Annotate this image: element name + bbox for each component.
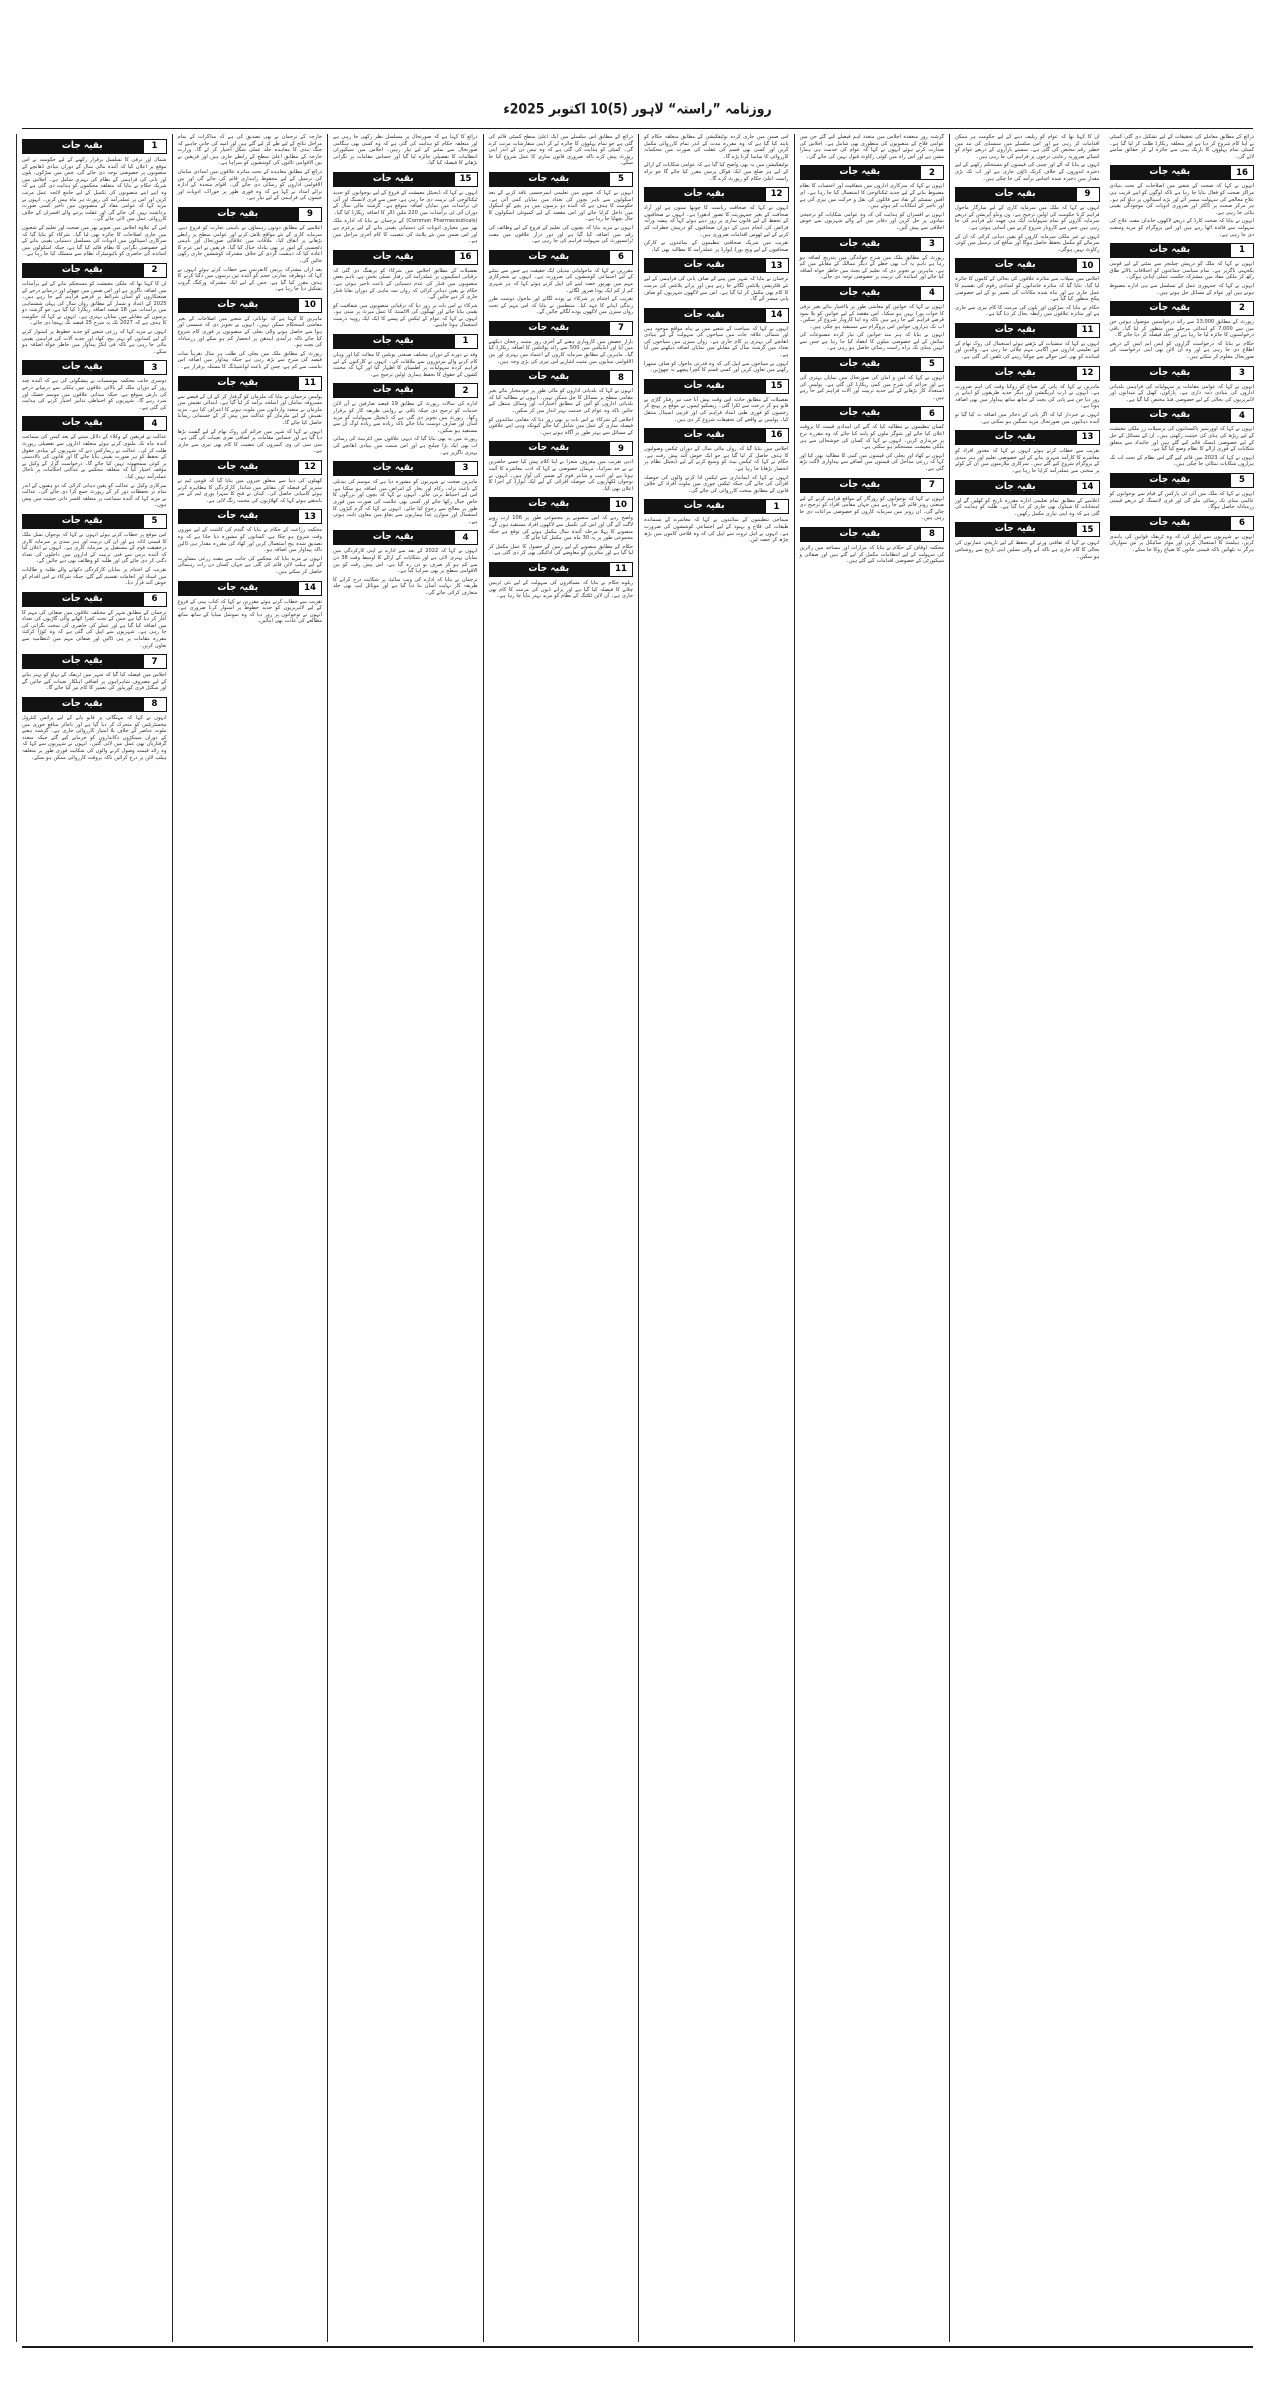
article-paragraph: انہوں نے کہا کہ نوجوانوں کو روزگار کے مواقع فراہم کرنے کے لیے صنعتی زونز قائم کیے جا رہے ہیں جہاں مقامی افراد کو ترجیح دی جائے گی۔ ان زونز میں سرمایہ کاروں کو خصوصی مراعات دی جا رہی ہیں۔ xyxy=(799,495,944,522)
section-header xyxy=(955,430,1100,445)
column xyxy=(794,134,950,2342)
section-title: بقیہ جات xyxy=(61,417,103,429)
article-paragraph: انہوں نے مزید بتایا کہ بچیوں کی تعلیم کے فروغ کے لیے وظائف کی رقم میں اضافہ کیا گیا ہے اور دور دراز علاقوں میں مفت ٹرانسپورٹ کی سہولت فراہم کی جا رہی ہے۔ xyxy=(488,224,633,245)
article-paragraph: ریلوے حکام نے بتایا کہ مسافروں کی سہولت کے لیے نئی ٹرینیں چلانے کا فیصلہ کیا گیا ہے اور پرانے ڈبوں کی مرمت کا کام بھی جاری ہے۔ آن لائن ٹکٹنگ کے نظام کو مزید بہتر بنایا جا رہا ہے۔ xyxy=(488,579,633,600)
article-paragraph: پولیس ترجمان نے بتایا کہ ملزمان کو گرفتار کر کے ان کے قبضے سے مسروقہ سامان اور اسلحہ برآمد کر لیا گیا ہے۔ ابتدائی تفتیش میں ملزمان نے متعدد وارداتوں میں ملوث ہونے کا اعتراف کیا ہے۔ مزید تفتیش کے لیے ملزمان کو عدالت میں پیش کر کے جسمانی ریمانڈ حاصل کیا جائے گا۔ xyxy=(177,393,322,426)
article-paragraph: حکام کے مطابق منصوبے کے لیے زمین کے حصول کا عمل مکمل کر لیا گیا ہے اور متاثرین کو معاوضے کی ادائیگی بھی کر دی گئی ہے۔ xyxy=(488,543,633,557)
section-number: 10 xyxy=(1076,258,1100,273)
article-paragraph: انہوں نے کہا کہ منشیات کے بڑھتے ہوئے استعمال کی روک تھام کے لیے تعلیمی اداروں میں آگاہی مہم چلائی جا رہی ہے۔ والدین اور اساتذہ کو بھی اس حوالے سے چوکنا رہنے کی تلقین کی گئی ہے۔ xyxy=(955,340,1100,361)
article-paragraph: رپورٹ میں یہ بھی بتایا گیا کہ دیہی علاقوں میں انٹرنیٹ کی رسائی اب بھی ایک بڑا چیلنج ہے اور اس سمت میں بنیادی ڈھانچے کی بہتری ناگزیر ہے۔ xyxy=(333,436,478,456)
section-header xyxy=(955,366,1100,381)
section-header xyxy=(1110,165,1255,180)
article-paragraph: سماجی تنظیموں کے نمائندوں نے کہا کہ معاشرے کے پسماندہ طبقات کی فلاح و بہبود کے لیے اجتماعی کوششوں کی ضرورت ہے۔ انہوں نے اہل ثروت سے اپیل کی کہ وہ فلاحی کاموں میں بڑھ چڑھ کر حصہ لیں۔ xyxy=(644,517,789,544)
article-paragraph: انہوں نے خبردار کیا کہ اگر پانی کے ذخائر میں اضافہ نہ کیا گیا تو آئندہ دہائیوں میں صورتحال مزید سنگین ہو سکتی ہے۔ xyxy=(955,412,1100,425)
article-paragraph: اجلاس میں فیصلہ کیا گیا کہ شہر میں ٹریفک کے بہاؤ کو بہتر بنانے کے لیے مصروف شاہراہوں پر اضافی اہلکار تعینات کیے جائیں گے اور سگنل فری کوریڈور کی تعمیر کا کام تیز کیا جائے گا۔ xyxy=(22,672,167,692)
section-title: بقیہ جات xyxy=(528,251,570,263)
article-paragraph: تفصیلات کے مطابق اجلاس میں شرکاء کو بریفنگ دی گئی کہ ترقیاتی اسکیموں پر عملدرآمد کی رفتار تسلی بخش ہے، تاہم بعض منصوبوں میں فنڈز کی عدم دستیابی کے باعث تاخیر ہوئی ہے۔ حکام نے یقین دہانی کرائی کہ رواں سہ ماہی کے دوران بقایا فنڈز جاری کر دیے جائیں گے۔ xyxy=(333,267,478,301)
section-header xyxy=(333,461,478,476)
section-title: بقیہ جات xyxy=(217,461,259,473)
article-paragraph: حکام نے بتایا کہ درخواست گزاروں کو ایس ایم ایس کے ذریعے اطلاع دی جا رہی ہے اور وہ آن لائن بھی اپنی درخواست کی صورتحال معلوم کر سکتے ہیں۔ xyxy=(1109,340,1254,361)
section-title: بقیہ جات xyxy=(217,377,259,389)
article-paragraph: اجلاس کے شرکاء نے اس بات پر بھی زور دیا کہ مقامی نمائندوں کو فیصلہ سازی کے عمل میں شامل کیا جائے کیونکہ وہی اپنے علاقوں کے مسائل سے بہتر طور پر آگاہ ہوتے ہیں۔ xyxy=(488,416,633,436)
section-title: بقیہ جات xyxy=(372,531,414,543)
section-title: بقیہ جات xyxy=(683,259,725,271)
section-title: بقیہ جات xyxy=(61,515,103,527)
section-number: 11 xyxy=(1076,323,1100,338)
section-title: بقیہ جات xyxy=(994,431,1036,443)
section-header xyxy=(800,237,945,252)
section-header xyxy=(22,697,167,712)
section-number: 8 xyxy=(609,370,633,385)
article-paragraph: اجلاس میں سیلاب سے متاثرہ علاقوں کی بحالی کے کاموں کا جائزہ لیا گیا۔ بتایا گیا کہ متاثرہ خاندانوں کو امدادی رقوم کی تقسیم کا عمل جاری ہے اور تباہ شدہ مکانات کی تعمیر نو کے لیے خصوصی پیکج منظور کیا گیا ہے۔ xyxy=(955,276,1100,303)
article-paragraph: انہوں نے غیر ملکی سرمایہ کاروں کو یقین دہانی کرائی کہ ان کے سرمائے کو مکمل تحفظ حاصل ہوگا اور منافع کی ترسیل میں کوئی رکاوٹ نہیں ہوگی۔ xyxy=(955,233,1100,253)
article-paragraph: انہوں نے افسران کو ہدایت کی کہ وہ عوامی شکایات کو ترجیحی بنیادوں پر حل کریں اور دفاتر میں آنے والے شہریوں سے خوش اخلاقی سے پیش آئیں۔ xyxy=(799,211,944,231)
article-paragraph: نوٹیفکیشن میں یہ بھی واضح کیا گیا ہے کہ عوامی شکایات کے ازالے کے لیے ہر ضلع میں ایک فوکل پرسن مقرر کیا جائے گا جو براہ راست اعلیٰ حکام کو رپورٹ کرے گا۔ xyxy=(644,162,789,182)
section-header xyxy=(178,298,323,313)
section-header xyxy=(955,522,1100,537)
section-number: 14 xyxy=(765,308,789,323)
section-title: بقیہ جات xyxy=(217,510,259,522)
section-header xyxy=(333,172,478,187)
article-paragraph: انہوں نے کہا کہ سرکاری اداروں میں شفافیت اور احتساب کا نظام مضبوط بنانے کے لیے جدید ٹیکنالوجی کا استعمال کیا جا رہا ہے۔ ای آفس سسٹم کے نفاذ سے فائلوں کی نقل و حرکت میں تیزی آئی ہے اور تاخیر کے امکانات کم ہوئے ہیں۔ xyxy=(799,183,944,210)
section-header xyxy=(489,250,634,265)
section-title: بقیہ جات xyxy=(1149,367,1191,379)
article-paragraph: انہوں نے کہا کہ اوورسیز پاکستانیوں کی ترسیلات زر ملکی معیشت کے لیے ریڑھ کی ہڈی کی حیثیت رکھتی ہیں۔ ان کے مسائل کے حل کے لیے خصوصی ڈیسک قائم کیے گئے ہیں اور جائیداد سے متعلق شکایات کے فوری ازالے کا نظام وضع کیا گیا ہے۔ xyxy=(1109,426,1254,453)
article-paragraph: عدالت نے فریقین کے وکلاء کے دلائل سننے کے بعد کیس کی سماعت آئندہ ماہ تک ملتوی کرتے ہوئے متعلقہ اداروں سے تفصیلی رپورٹ طلب کر لی۔ عدالت نے ریمارکس دیے کہ شہریوں کے بنیادی حقوق کے تحفظ کو ہر صورت یقینی بنایا جائے گا اور قانون کی بالادستی پر کوئی سمجھوتہ نہیں کیا جائے گا۔ درخواست گزار کے وکیل نے مؤقف اختیار کیا کہ متعلقہ محکمے نے عدالتی احکامات پر تاحال عملدرآمد نہیں کیا۔ xyxy=(22,434,167,480)
section-number: 3 xyxy=(920,237,944,252)
section-title: بقیہ جات xyxy=(994,523,1036,535)
article-paragraph: انہوں نے کہا کہ ایمانداری سے ٹیکس ادا کرنے والوں کی حوصلہ افزائی کی جائے گی جبکہ ٹیکس چوری میں ملوث افراد کے خلاف قانون کے مطابق سخت کارروائی کی جائے گی۔ xyxy=(644,474,789,494)
article-paragraph: انہوں نے کہا کہ ملک میں سرمایہ کاری کے لیے سازگار ماحول فراہم کرنا حکومت کی اولین ترجیح ہے۔ ون ونڈو آپریشن کے ذریعے سرمایہ کاروں کو تمام سہولیات ایک ہی چھت تلے فراہم کی جا رہی ہیں جس سے کاروبار شروع کرنے میں آسانی ہوئی ہے۔ xyxy=(955,205,1100,231)
article-paragraph: انہوں نے کہا کہ ڈیجیٹل معیشت کے فروغ کے لیے نوجوانوں کو جدید ٹیکنالوجی کی تربیت دی جا رہی ہے، جس سے فری لانسنگ اور آئی ٹی برآمدات میں نمایاں اضافہ متوقع ہے۔ گزشتہ مالی سال کے دوران آئی ٹی برآمدات میں 220 ملین ڈالر کا اضافہ ریکارڈ کیا گیا۔ xyxy=(333,189,478,216)
section-header xyxy=(22,592,167,607)
article-paragraph: ذرائع کے مطابق معاملے کی تحقیقات کے لیے تشکیل دی گئی کمیٹی نے اپنا کام شروع کر دیا ہے اور متعلقہ ریکارڈ طلب کر لیا گیا ہے۔ کمیٹی تمام پہلوؤں کا باریک بینی سے جائزہ لے کر حقائق سامنے لائے گی۔ xyxy=(1109,134,1254,160)
section-header xyxy=(800,527,945,542)
section-header xyxy=(1110,516,1255,531)
article-paragraph: رپورٹ کے مطابق ملک میں بجلی کی طلب ہر سال تقریباً سات فیصد کی شرح سے بڑھ رہی ہے جبکہ پیداوار میں اضافہ اس تناسب سے کم ہے، جس کے باعث لوڈشیڈنگ کا مسئلہ برقرار ہے۔ xyxy=(177,350,322,371)
section-title: بقیہ جات xyxy=(528,322,570,334)
section-title: بقیہ جات xyxy=(1149,517,1191,529)
article-paragraph: انہوں نے بتایا کہ آٹے اور چینی کی قیمتوں کو مستحکم رکھنے کے لیے ذخیرہ اندوزوں کے خلاف کریک ڈاؤن جاری ہے اور اب تک بڑی مقدار میں ذخیرہ شدہ اجناس برآمد کی جا چکی ہیں۔ xyxy=(955,162,1100,182)
section-header xyxy=(644,258,789,273)
article-paragraph: ادبی تقریب میں معروف شعرا نے اپنا کلام پیش کیا جسے حاضرین نے بے حد سراہا۔ مہمان خصوصی نے کہا کہ ادب معاشرے کا آئینہ ہوتا ہے اور ادیب و شاعر قوم کے ضمیر کی آواز ہیں۔ انہوں نے نوجوان لکھاریوں کی حوصلہ افزائی کے لیے ایک ایوارڈ کے اجرا کا اعلان بھی کیا۔ xyxy=(488,459,633,492)
column xyxy=(638,134,794,2342)
section-title: بقیہ جات xyxy=(839,287,881,299)
section-title: بقیہ جات xyxy=(372,462,414,474)
section-header xyxy=(644,499,789,514)
article-paragraph: انہوں نے مزید کہا کہ زرعی شعبے کو جدید خطوط پر استوار کرنے کے لیے کسانوں کو بہتر بیج، کھاد اور جدید آلات کی فراہمی یقینی بنائی جا رہی ہے تاکہ فی ایکڑ پیداوار میں خاطر خواہ اضافہ ہو سکے۔ xyxy=(22,329,167,355)
section-title: بقیہ جات xyxy=(994,481,1036,493)
section-number: 4 xyxy=(143,416,167,431)
section-number: 13 xyxy=(298,509,322,524)
section-header xyxy=(1110,408,1255,423)
section-header xyxy=(955,323,1100,338)
article-paragraph: اس کے علاوہ اجلاس میں صوبے بھر میں صحت اور تعلیم کے شعبوں میں جاری اصلاحات کا جائزہ بھی لیا گیا۔ شرکاء کو بتایا گیا کہ سرکاری اسپتالوں میں ادویات کی مسلسل دستیابی یقینی بنانے کے لیے خصوصی نگرانی کا نظام قائم کیا گیا ہے، جبکہ اسکولوں میں اساتذہ کی حاضری کو بائیومیٹرک نظام سے منسلک کیا جا رہا ہے۔ xyxy=(22,224,167,258)
section-number: 6 xyxy=(609,250,633,265)
section-title: بقیہ جات xyxy=(1149,244,1191,256)
section-number: 9 xyxy=(1076,187,1100,202)
article-paragraph: انہوں نے بتایا کہ صحت کارڈ کے ذریعے لاکھوں خاندان مفت علاج کی سہولت سے فائدہ اٹھا رہے ہیں اور اس پروگرام کو مزید وسعت دی جا رہی ہے۔ xyxy=(1109,218,1254,238)
section-header xyxy=(178,207,323,222)
section-number: 1 xyxy=(143,139,167,154)
section-header xyxy=(1110,366,1255,381)
masthead xyxy=(0,98,1275,120)
section-number: 12 xyxy=(1076,366,1100,381)
section-title: بقیہ جات xyxy=(217,299,259,311)
section-header xyxy=(22,263,167,278)
article-paragraph: ماہرین نے کہا کہ پانی کے ضیاع کو روکنا وقت کی اہم ضرورت ہے۔ انہوں نے ڈرپ ایریگیشن اور دیگر جدید طریقوں کو اپنانے پر زور دیا جن سے پانی کی بچت کے ساتھ ساتھ پیداوار میں بھی اضافہ ہوتا ہے۔ xyxy=(955,383,1100,410)
section-header xyxy=(800,406,945,421)
article-paragraph: اس موقع پر خطاب کرتے ہوئے انہوں نے کہا کہ نوجوان نسل ملک کا قیمتی اثاثہ ہے اور ان کی تربیت اور ہنر مندی پر سرمایہ کاری درحقیقت قوم کے مستقبل پر سرمایہ کاری ہے۔ انہوں نے اعلان کیا کہ آئندہ برس سے فنی تربیت کے اداروں میں داخلوں کی تعداد دگنی کر دی جائے گی اور طلبہ کو وظائف بھی دیے جائیں گے۔ xyxy=(22,531,167,565)
section-header xyxy=(1110,243,1255,258)
article-paragraph: انہوں نے کہا کہ 2023 میں قائم کیے گئے اس نظام کے تحت اب تک ہزاروں شکایات نمٹائی جا چکی ہیں۔ xyxy=(1109,454,1254,468)
section-title: بقیہ جات xyxy=(683,500,725,512)
article-paragraph: سرکاری وکیل نے عدالت کو یقین دہانی کرائی کہ دو ہفتوں کے اندر تمام تر تحفظات دور کر کے رپورٹ جمع کرا دی جائے گی۔ عدالت نے مزید کہا کہ آئندہ سماعت پر متعلقہ افسر ذاتی حیثیت میں پیش ہوں۔ xyxy=(22,482,167,509)
article-paragraph: انہوں نے کہا کہ صوبے میں تعلیمی ایمرجنسی نافذ کرنے کے بعد اسکولوں سے باہر بچوں کی تعداد میں نمایاں کمی آئی ہے۔ حکومت کا ہدف ہے کہ آئندہ دو برسوں میں ہر بچے کو اسکول میں داخل کرایا جائے اور اس مقصد کے لیے کمیونٹی اسکولوں کا جال بچھایا جا رہا ہے۔ xyxy=(488,189,633,223)
section-number: 5 xyxy=(609,172,633,187)
article-paragraph: کھیلوں کی دنیا سے متعلق خبروں میں بتایا گیا کہ قومی ٹیم نے سیریز کے فیصلہ کن مقابلے میں شاندار کارکردگی کا مظاہرہ کرتے ہوئے کامیابی حاصل کی۔ کپتان نے فتح کا سہرا پوری ٹیم کے سر باندھتے ہوئے کہا کہ کھلاڑیوں کی محنت رنگ لائی ہے۔ xyxy=(177,477,322,504)
section-number: 5 xyxy=(1230,473,1254,488)
article-paragraph: انہوں نے کہا کہ جمہوری عمل کے تسلسل سے ہی ادارے مضبوط ہوتے ہیں اور عوام کے مسائل حل ہوتے ہیں۔ xyxy=(1109,282,1254,296)
article-paragraph: اس ضمن میں جاری کردہ نوٹیفکیشن کے مطابق متعلقہ حکام کو پابند کیا گیا ہے کہ وہ مقررہ مدت کے اندر تمام کارروائی مکمل کریں اور کسی بھی قسم کی غفلت کی صورت میں محکمانہ کارروائی کا سامنا کرنا پڑے گا۔ xyxy=(644,134,789,160)
section-number: 7 xyxy=(609,321,633,336)
article-paragraph: اجلاس میں بتایا گیا کہ رواں مالی سال کے دوران ٹیکس وصولیوں کا ہدف حاصل کر لیا گیا ہے جو ایک خوش آئند پیش رفت ہے۔ حکام نے کہا کہ ٹیکس نیٹ کو وسیع کرنے کے لیے ڈیجیٹل نظام پر انحصار بڑھایا جا رہا ہے۔ xyxy=(644,446,789,472)
article-paragraph: خارجہ کے ترجمان نے بھی تصدیق کی ہے کہ مذاکرات کے تمام مراحل نتائج کے لیے طے کر لیے گئے ہیں اور امید کی جانی چاہیے کہ جنگ بندی کا معاہدہ جلد عملی شکل اختیار کر لے گا۔ وزارت خارجہ کے مطابق اعلیٰ سطح کے رابطے جاری ہیں اور فریقین نے بین الاقوامی ثالثوں کی کوششوں کو سراہا ہے۔ xyxy=(177,134,322,167)
section-title: بقیہ جات xyxy=(61,264,103,276)
section-number: 9 xyxy=(609,441,633,456)
section-number: 2 xyxy=(1230,301,1254,316)
column xyxy=(327,134,483,2342)
section-title: بقیہ جات xyxy=(528,371,570,383)
column xyxy=(483,134,639,2342)
section-header xyxy=(489,441,634,456)
section-header xyxy=(955,480,1100,495)
section-header xyxy=(800,165,945,180)
section-number: 4 xyxy=(1230,408,1254,423)
article-paragraph: انہوں نے مزید بتایا کہ محکمے کی جانب سے مفت زرعی مشاورت کے لیے ہیلپ لائن قائم کی گئی ہے جہاں کسان دن رات رہنمائی حاصل کر سکتے ہیں۔ xyxy=(177,555,322,575)
article-paragraph: ماہرین کا کہنا ہے کہ توانائی کے شعبے میں اصلاحات کے بغیر معاشی استحکام ممکن نہیں۔ انہوں نے تجویز دی کہ شمسی اور ہوا سے حاصل ہونے والی بجلی کے منصوبوں پر فوری کام شروع کیا جائے تاکہ درآمدی ایندھن پر انحصار کم ہو سکے اور زرمبادلہ کی بچت ہو۔ xyxy=(177,315,322,349)
article-paragraph: ترجمان کے مطابق شہر کے مختلف علاقوں میں صفائی کی مہم کا آغاز کر دیا گیا ہے جس کے تحت کچرا اٹھانے والی گاڑیوں کی تعداد میں اضافہ کیا گیا ہے اور عملے کی حاضری کی سخت نگرانی کی جا رہی ہے۔ شہریوں سے اپیل کی گئی ہے کہ وہ کوڑا کرکٹ مقررہ مقامات پر ہی ڈالیں اور صفائی مہم میں انتظامیہ سے تعاون کریں۔ xyxy=(22,609,167,649)
article-paragraph: شرکاء نے اس بات پر زور دیا کہ ترقیاتی منصوبوں میں شفافیت کو یقینی بنایا جائے اور ٹھیکوں کی الاٹمنٹ کا عمل میرٹ پر مبنی ہو۔ انہوں نے کہا کہ عوام کے ٹیکس کے پیسے کا ایک ایک روپیہ درست استعمال ہونا چاہیے۔ xyxy=(333,302,478,329)
section-title: بقیہ جات xyxy=(528,173,570,185)
section-header xyxy=(955,187,1100,202)
section-header xyxy=(178,509,323,524)
section-title: بقیہ جات xyxy=(528,563,570,575)
article-paragraph: ذرائع کا کہنا ہے کہ صورتحال پر مسلسل نظر رکھی جا رہی ہے اور متعلقہ حکام کو ہدایت کی گئی ہے کہ وہ کسی بھی ہنگامی صورتحال سے نمٹنے کے لیے تیار رہیں۔ اجلاس میں سیکیورٹی انتظامات کا تفصیلی جائزہ لیا گیا اور حساس مقامات پر نگرانی بڑھانے کا فیصلہ کیا گیا۔ xyxy=(333,134,478,167)
section-header xyxy=(1110,473,1255,488)
section-number: 16 xyxy=(1230,165,1254,180)
section-number: 7 xyxy=(920,478,944,493)
article-paragraph: انہوں نے کہا کہ شہر میں جرائم کی روک تھام کے لیے گشت بڑھا دیا گیا ہے اور حساس مقامات پر اضافی نفری تعینات کی گئی ہے۔ سی سی ٹی وی کیمروں کی تنصیب کا کام بھی تیزی سے جاری ہے۔ xyxy=(177,428,322,455)
section-header xyxy=(333,530,478,545)
article-paragraph: حکام نے بتایا کہ سڑکوں اور پلوں کی مرمت کا کام تیزی سے جاری ہے اور متاثرہ علاقوں میں رابطہ بحال کر دیا گیا ہے۔ xyxy=(955,304,1100,318)
section-title: بقیہ جات xyxy=(839,528,881,540)
article-paragraph: رپورٹ کے مطابق ملک میں شرح خواندگی میں بتدریج اضافہ ہو رہا ہے تاہم یہ اب بھی خطے کے دیگر ممالک کے مقابلے میں کم ہے۔ ماہرین نے تجویز دی کہ تعلیم کے بجٹ میں خاطر خواہ اضافہ کیا جائے اور اساتذہ کی تربیت پر خصوصی توجہ دی جائے۔ xyxy=(799,254,944,281)
section-title: بقیہ جات xyxy=(217,208,259,220)
article-paragraph: انہوں نے کہا کہ سیاحت کے شعبے میں بے پناہ مواقع موجود ہیں اور شمالی علاقہ جات میں سیاحوں کی سہولت کے لیے بنیادی ڈھانچے کی بہتری پر کام جاری ہے۔ رواں سیزن میں سیاحوں کی تعداد میں گزشتہ سال کے مقابلے میں نمایاں اضافہ دیکھنے میں آیا ہے۔ xyxy=(644,325,789,359)
article-paragraph: انہوں نے بتایا کہ ہنر مند خواتین کی تیار کردہ مصنوعات کی نمائش کے لیے خصوصی میلوں کا انعقاد کیا جا رہا ہے جس سے انہیں منڈی تک براہ راست رسائی حاصل ہو رہی ہے۔ xyxy=(799,332,944,352)
column xyxy=(949,134,1105,2342)
article-paragraph: (Common Pharmaceuticals) کے ترجمان نے بتایا کہ ادارہ ملک بھر میں معیاری ادویات کی دستیابی یقینی بنانے کے لیے پرعزم ہے اور اس ضمن میں نئے پلانٹ کی تنصیب کا کام آخری مراحل میں ہے۔ xyxy=(333,218,478,245)
section-title: بقیہ جات xyxy=(1149,166,1191,178)
section-title: بقیہ جات xyxy=(994,188,1036,200)
section-number: 8 xyxy=(920,527,944,542)
article-paragraph: تقریب سے خطاب کرتے ہوئے انہوں نے کہا کہ معذور افراد کو معاشرے کا کارآمد شہری بنانے کے لیے خصوصی تعلیم اور ہنر مندی کے پروگرام شروع کیے گئے ہیں۔ سرکاری ملازمتوں میں ان کے کوٹے پر سختی سے عملدرآمد کرایا جا رہا ہے۔ xyxy=(955,448,1100,474)
section-title: بقیہ جات xyxy=(372,335,414,347)
section-number: 10 xyxy=(609,497,633,512)
article-paragraph: تقریب کے اختتام پر نمایاں کارکردگی دکھانے والے طلبہ و طالبات میں اسناد اور انعامات تقسیم کیے گئے، جبکہ شرکاء نے اس اقدام کو خوش آئند قرار دیا۔ xyxy=(22,566,167,587)
section-title: بقیہ جات xyxy=(372,251,414,263)
section-title: بقیہ جات xyxy=(994,259,1036,271)
article-paragraph: محکمہ اوقاف کے حکام نے بتایا کہ مزارات اور مساجد میں زائرین کی سہولت کے لیے انتظامات مکمل کر لیے گئے ہیں اور صفائی و سیکیورٹی کے خصوصی اقدامات کیے گئے ہیں۔ xyxy=(799,544,944,565)
section-title: بقیہ جات xyxy=(994,367,1036,379)
column xyxy=(16,134,172,2342)
section-title: بقیہ جات xyxy=(839,166,881,178)
section-header xyxy=(644,308,789,323)
article-paragraph: انہوں نے سیاحوں سے اپیل کی کہ وہ قدرتی ماحول کو صاف ستھرا رکھنے میں تعاون کریں اور کسی قسم کا کچرا پیچھے نہ چھوڑیں۔ xyxy=(644,360,789,374)
section-number: 3 xyxy=(1230,366,1254,381)
section-number: 12 xyxy=(298,460,322,475)
section-number: 2 xyxy=(454,383,478,398)
article-paragraph: انہوں نے کہا کہ بلدیاتی اداروں کو مالی طور پر خودمختار بنائے بغیر مقامی سطح پر مسائل کا حل ممکن نہیں۔ انہوں نے مطالبہ کیا کہ بلدیاتی اداروں کو آئین کے مطابق اختیارات اور وسائل منتقل کیے جائیں تاکہ وہ عوام کی خدمت بہتر انداز میں کر سکیں۔ xyxy=(488,388,633,415)
section-number: 13 xyxy=(765,258,789,273)
section-number: 16 xyxy=(765,428,789,443)
section-header xyxy=(489,321,634,336)
column-grid xyxy=(16,134,1259,2342)
section-number: 16 xyxy=(454,250,478,265)
article-paragraph: انہوں نے شہریوں سے اپیل کی کہ وہ ٹریفک قوانین کی پابندی کریں، ہیلمٹ کا استعمال کریں اور موٹر سائیکل پر تین سواریاں ہرگز نہ بٹھائیں تاکہ قیمتی جانوں کا ضیاع روکا جا سکے۔ xyxy=(1109,533,1254,553)
section-header xyxy=(800,286,945,301)
section-number: 14 xyxy=(1076,480,1100,495)
section-title: بقیہ جات xyxy=(839,407,881,419)
article-paragraph: انہوں نے کہا کہ ثقافتی ورثے کے تحفظ کے لیے تاریخی عمارتوں کی بحالی کا کام جاری ہے تاکہ آنے والی نسلیں اپنی تاریخ سے روشناس ہو سکیں۔ xyxy=(955,540,1100,560)
section-number: 13 xyxy=(1076,430,1100,445)
article-paragraph: وفد نے دورے کے دوران مختلف صنعتی یونٹس کا معائنہ کیا اور وہاں کام کرنے والے مزدوروں سے ملاقات کی۔ انہوں نے کارکنوں کے لیے فراہم کردہ سہولیات پر اطمینان کا اظہار کیا اور کہا کہ محنت کشوں کے حقوق کا تحفظ ہماری اولین ترجیح ہے۔ xyxy=(333,352,478,378)
article-paragraph: ذرائع کے مطابق معاہدے کے تحت متاثرہ علاقوں میں امدادی سامان کی ترسیل کے لیے محفوظ راہداری قائم کی جائے گی اور بین الاقوامی اداروں کو رسائی دی جائے گی۔ اقوام متحدہ کے ادارہ برائے امداد نے کہا ہے کہ وہ فوری طور پر خوراک، ادویات اور خیموں کی فراہمی کے لیے تیار ہے۔ xyxy=(177,168,322,202)
section-number: 15 xyxy=(765,379,789,394)
section-title: بقیہ جات xyxy=(994,324,1036,336)
section-title: بقیہ جات xyxy=(1149,474,1191,486)
section-header xyxy=(333,250,478,265)
column xyxy=(1105,134,1260,2342)
section-header xyxy=(22,654,167,669)
section-title: بقیہ جات xyxy=(1149,409,1191,421)
article-paragraph: تقریب کے اختتام پر شرکاء نے پودے لگائے اور ماحول دوست طرز زندگی اپنانے کا عہد کیا۔ منتظمین نے بتایا کہ اس مہم کے تحت رواں سیزن میں لاکھوں پودے لگائے جائیں گے۔ xyxy=(488,296,633,316)
section-number: 15 xyxy=(454,172,478,187)
column xyxy=(172,134,328,2342)
article-paragraph: ترجمان نے بتایا کہ ادارے کی ویب سائٹ پر شکایت درج کرانے کا طریقہ کار نہایت آسان بنا دیا گیا ہے اور موبائل ایپ بھی جلد متعارف کرائی جائے گی۔ xyxy=(333,576,478,596)
section-number: 9 xyxy=(298,207,322,222)
article-paragraph: تقریب سے خطاب کرتے ہوئے مقررین نے کہا کہ کتاب بینی کے فروغ کے لیے لائبریریوں کو جدید خطوط پر استوار کرنا ضروری ہے۔ انہوں نے نوجوانوں پر زور دیا کہ وہ سوشل میڈیا کے ساتھ ساتھ مطالعے کی عادت بھی اپنائیں۔ xyxy=(177,598,322,625)
article-paragraph: مقررین نے کہا کہ ماحولیاتی تبدیلی ایک حقیقت ہے جس سے نمٹنے کے لیے اجتماعی کوششوں کی ضرورت ہے۔ انہوں نے شجرکاری مہم میں بھرپور حصہ لینے کی اپیل کرتے ہوئے کہا کہ ہر شہری کم از کم ایک پودا ضرور لگائے۔ xyxy=(488,267,633,294)
section-title: بقیہ جات xyxy=(372,384,414,396)
article-paragraph: ترجمان نے بتایا کہ شہر میں پینے کے صاف پانی کی فراہمی کے لیے نئے فلٹریشن پلانٹس لگائے جا رہے ہیں اور پرانے پلانٹس کی مرمت کا کام بھی مکمل کر لیا گیا ہے۔ اس سے لاکھوں شہریوں کو صاف پانی میسر آئے گا۔ xyxy=(644,276,789,303)
section-title: بقیہ جات xyxy=(61,361,103,373)
section-header xyxy=(22,416,167,431)
article-paragraph: انہوں نے کہا کہ امن و امان کی صورتحال میں نمایاں بہتری آئی ہے اور جرائم کی شرح میں کمی ریکارڈ کی گئی ہے۔ پولیس کی استعداد کار بڑھانے کے لیے جدید تربیت اور آلات فراہم کیے جا رہے ہیں۔ xyxy=(799,375,944,401)
article-paragraph: ادارے کی سالانہ رپورٹ کے مطابق 19 فیصد صارفین نے آن لائن خدمات کو ترجیح دی جبکہ باقی نے روایتی طریقہ کار کو برقرار رکھا۔ رپورٹ میں تجویز دی گئی ہے کہ ڈیجیٹل سہولیات کو مزید آسان اور صارف دوست بنایا جائے تاکہ زیادہ سے زیادہ لوگ ان سے مستفید ہو سکیں۔ xyxy=(333,401,478,434)
section-number: 1 xyxy=(765,499,789,514)
section-title: بقیہ جات xyxy=(683,380,725,392)
section-title: بقیہ جات xyxy=(683,188,725,200)
section-header xyxy=(489,497,634,512)
section-title: بقیہ جات xyxy=(217,581,259,593)
section-number: 8 xyxy=(143,697,167,712)
section-number: 4 xyxy=(454,530,478,545)
article-paragraph: انہوں نے کہا کہ صحافت ریاست کا چوتھا ستون ہے اور آزاد صحافت کے بغیر جمہوریت کا تصور ادھورا ہے۔ انہوں نے صحافیوں کے تحفظ کے لیے قانون سازی پر زور دیتے ہوئے کہا کہ پیشہ ورانہ فرائض کی انجام دہی کے دوران صحافیوں کو درپیش خطرات کم کرنے کے لیے ٹھوس اقدامات ضروری ہیں۔ xyxy=(644,205,789,238)
section-number: 5 xyxy=(143,514,167,529)
article-paragraph: ان کا کہنا تھا کہ عوام کو ریلیف دینے کے لیے حکومت ہر ممکن اقدامات کر رہی ہے اور اس سلسلے میں سبسڈی کی مد میں خطیر رقم مختص کی گئی ہے۔ سستے بازاروں کے ذریعے عوام کو اشیائے ضروریہ رعایتی نرخوں پر فراہم کی جا رہی ہیں۔ xyxy=(955,134,1100,160)
section-number: 12 xyxy=(765,187,789,202)
section-title: بقیہ جات xyxy=(61,698,103,710)
article-paragraph: دوسری جانب محکمہ موسمیات نے پیشگوئی کی ہے کہ آئندہ چند روز کے دوران ملک کے بالائی علاقوں میں ہلکی سے درمیانے درجے کی بارش متوقع ہے، جبکہ میدانی علاقوں میں موسم خشک اور سرد رہے گا۔ شہریوں کو احتیاطی تدابیر اختیار کرنے کی ہدایت کی گئی ہے۔ xyxy=(22,378,167,411)
section-number: 11 xyxy=(298,376,322,391)
article-paragraph: اعلامیے کے مطابق دونوں رہنماؤں نے باہمی تجارت کو فروغ دینے، سرمایہ کاری کے نئے مواقع تلاش کرنے اور عوامی سطح پر رابطے بڑھانے پر اتفاق کیا۔ ملاقات میں علاقائی صورتحال اور باہمی دلچسپی کے امور پر بھی تبادلہ خیال کیا گیا۔ فریقین نے اس عزم کا اعادہ کیا کہ دہشت گردی کے خلاف مشترکہ کوششیں جاری رکھی جائیں گی۔ xyxy=(177,224,322,264)
section-number: 11 xyxy=(609,562,633,577)
section-title: بقیہ جات xyxy=(683,309,725,321)
section-header xyxy=(489,370,634,385)
article-paragraph: ماہرین صحت نے شہریوں کو مشورہ دیا ہے کہ موسم کی تبدیلی کے باعث نزلہ، زکام اور بخار کے امراض میں اضافہ ہو سکتا ہے، اس لیے احتیاط برتی جائے۔ انہوں نے کہا کہ بچوں اور بزرگوں کا خاص خیال رکھا جائے اور کسی بھی علامت کی صورت میں فوری طور پر معالج سے رجوع کیا جائے۔ انہوں نے کہا کہ گرم کپڑوں کا استعمال اور متوازن غذا بیماریوں سے بچاؤ میں معاون ثابت ہوتی ہے۔ xyxy=(333,479,478,525)
section-number: 1 xyxy=(454,334,478,349)
section-header xyxy=(333,334,478,349)
section-title: بقیہ جات xyxy=(839,479,881,491)
article-paragraph: بعد ازاں مشترکہ پریس کانفرنس سے خطاب کرتے ہوئے انہوں نے کہا کہ دوطرفہ تجارتی حجم کو آئندہ تین برسوں میں دگنا کرنے کا ہدف مقرر کیا گیا ہے، جس کے لیے ایک مشترکہ ورکنگ گروپ تشکیل دیا جا رہا ہے۔ xyxy=(177,266,322,293)
section-title: بقیہ جات xyxy=(61,140,103,152)
section-title: بقیہ جات xyxy=(528,442,570,454)
article-paragraph: اعلامیے کے مطابق تمام تعلیمی ادارے مقررہ تاریخ کو کھلیں گے اور امتحانات کا شیڈول بھی جاری کر دیا گیا ہے۔ طلبہ کو ہدایت کی گئی ہے کہ وہ اپنی تیاری مکمل رکھیں۔ xyxy=(955,497,1100,517)
section-number: 3 xyxy=(143,360,167,375)
section-number: 6 xyxy=(920,406,944,421)
section-title: بقیہ جات xyxy=(683,429,725,441)
section-title: بقیہ جات xyxy=(839,237,881,249)
section-title: بقیہ جات xyxy=(528,498,570,510)
section-title: بقیہ جات xyxy=(372,173,414,185)
article-paragraph: انہوں نے کہا کہ خواتین کو معاشی طور پر بااختیار بنائے بغیر ترقی کا خواب پورا نہیں ہو سکتا۔ اس مقصد کے لیے خواتین کو بلا سود قرضے فراہم کیے جا رہے ہیں تاکہ وہ اپنا کاروبار شروع کر سکیں۔ اب تک ہزاروں خواتین اس پروگرام سے مستفید ہو چکی ہیں۔ xyxy=(799,303,944,330)
article-paragraph: انہوں نے کہا کہ عوامی مقامات پر سہولیات کی فراہمی بلدیاتی اداروں کی بنیادی ذمہ داری ہے۔ پارکوں، کھیل کے میدانوں اور لائبریریوں کی بحالی کے لیے خصوصی فنڈ مختص کیا گیا ہے۔ xyxy=(1109,383,1254,403)
section-header xyxy=(178,460,323,475)
section-title: بقیہ جات xyxy=(61,655,103,667)
article-paragraph: ذرائع کے مطابق اس سلسلے میں ایک اعلیٰ سطح کمیٹی قائم کی گئی ہے جو تمام پہلوؤں کا جائزہ لے کر اپنی سفارشات مرتب کرے گی۔ کمیٹی کو ہدایت کی گئی ہے کہ وہ تیس دن کے اندر اپنی رپورٹ پیش کرے تاکہ ضروری قانون سازی کا عمل شروع کیا جا سکے۔ xyxy=(488,134,633,167)
section-header xyxy=(955,258,1100,273)
article-paragraph: انہوں نے کہا کہ ملک میں آئی ٹی پارکس کے قیام سے نوجوانوں کو عالمی منڈی تک رسائی ملے گی اور فری لانسنگ کے ذریعے قیمتی زرمبادلہ حاصل ہوگا۔ xyxy=(1109,491,1254,511)
section-header xyxy=(1110,301,1255,316)
section-header xyxy=(489,172,634,187)
section-header xyxy=(489,562,634,577)
article-paragraph: تقریب میں شریک صحافتی تنظیموں کے نمائندوں نے کارکن صحافیوں کے لیے ویج بورڈ ایوارڈ پر عملدرآمد کا مطالبہ بھی کیا۔ xyxy=(644,240,789,253)
article-paragraph: انہوں نے کہا کہ 2022 کے بعد سے ادارے نے اپنی کارکردگی میں نمایاں بہتری لائی ہے اور شکایات کے ازالے کا اوسط وقت 38 دن سے کم ہو کر صرف نو دن رہ گیا ہے۔ اس پیش رفت کو بین الاقوامی سطح پر بھی سراہا گیا ہے۔ xyxy=(333,548,478,575)
section-header xyxy=(644,428,789,443)
section-number: 2 xyxy=(920,165,944,180)
article-paragraph: بازار حصص میں کاروباری ہفتے کے آخری روز مثبت رجحان دیکھنے میں آیا اور انڈیکس میں 500 سے زائد پوائنٹس کا اضافہ ریکارڈ کیا گیا۔ ماہرین کے مطابق سرمایہ کاروں کے اعتماد میں بہتری اور بین الاقوامی منڈیوں میں مثبت اشاریے اس تیزی کی بڑی وجہ ہیں۔ xyxy=(488,338,634,365)
section-number: 14 xyxy=(298,581,322,596)
section-header xyxy=(800,357,945,372)
section-number: 7 xyxy=(143,654,167,669)
footer-rule xyxy=(22,2346,1253,2348)
section-number: 6 xyxy=(1230,516,1254,531)
section-header xyxy=(22,360,167,375)
masthead-title: روزنامہ ”راستہ“ لاہور (5)10 اکتوبر 2025ء xyxy=(503,99,772,118)
article-paragraph: شمال اور ترقی کا تسلسل برقرار رکھنے کے لیے حکومت نے اس موقع پر اعلان کیا کہ آئندہ مالی سال کے دوران بنیادی ڈھانچے کے منصوبوں پر خصوصی توجہ دی جائے گی، جس میں سڑکوں، پلوں اور پانی کی فراہمی کے نظام کی بہتری شامل ہے۔ اجلاس میں شریک حکام نے بتایا کہ متعلقہ محکموں کو ہدایت دی گئی ہے کہ وہ اپنے اپنے منصوبوں کی تکمیل کے لیے جامع لائحہ عمل مرتب کریں اور اس پر عملدرآمد کی رپورٹ ہر ماہ پیش کریں۔ انہوں نے مزید کہا کہ عوامی مفاد کے منصوبوں میں تاخیر کسی صورت برداشت نہیں کی جائے گی اور غفلت برتنے والے افسران کے خلاف کارروائی عمل میں لائی جائے گی۔ xyxy=(22,157,167,223)
article-paragraph: انہوں نے کہا کہ صحت کے شعبے میں اصلاحات کے تحت بنیادی مراکز صحت کو فعال بنایا جا رہا ہے تاکہ لوگوں کو اپنے قریب ہی علاج معالجے کی سہولت میسر آئے اور بڑے اسپتالوں پر دباؤ کم ہو۔ ہر مرکز صحت پر ڈاکٹر اور ضروری ادویات کی موجودگی یقینی بنائی جا رہی ہے۔ xyxy=(1109,183,1254,216)
article-paragraph: گزشتہ روز منعقدہ اجلاس میں متعدد اہم فیصلے کیے گئے جن میں عوامی فلاح کے منصوبوں کی منظوری بھی شامل ہے۔ اجلاس کی صدارت کرتے ہوئے انہوں نے کہا کہ عوام کی خدمت ہی ہمارا مشن ہے اور اس راہ میں کوئی رکاوٹ قبول نہیں کی جائے گی۔ xyxy=(799,134,944,160)
article-paragraph: تفصیلات کے مطابق حادثہ اس وقت پیش آیا جب تیز رفتار گاڑی بے قابو ہو کر درخت سے ٹکرا گئی۔ ریسکیو ٹیموں نے موقع پر پہنچ کر زخمیوں کو فوری طبی امداد فراہم کی اور قریبی اسپتال منتقل کیا۔ پولیس نے واقعے کی تحقیقات شروع کر دی ہیں۔ xyxy=(644,396,789,423)
article-paragraph: کسان تنظیموں نے مطالبہ کیا کہ گنے کی امدادی قیمت کا بروقت اعلان کیا جائے اور شوگر ملوں کو پابند کیا جائے کہ وہ مقررہ نرخ پر خریداری کریں۔ انہوں نے کہا کہ کسان کی خوشحالی سے ہی ملکی معیشت مستحکم ہو سکتی ہے۔ xyxy=(799,424,944,451)
section-number: 3 xyxy=(454,461,478,476)
article-paragraph: محکمہ زراعت کے حکام نے بتایا کہ گندم کی کاشت کے لیے موزوں وقت شروع ہو چکا ہے، کسانوں کو مشورہ دیا جاتا ہے کہ وہ تصدیق شدہ بیج استعمال کریں اور کھاد کی مقررہ مقدار ہی ڈالیں تاکہ پیداوار میں اضافہ ہو۔ xyxy=(177,527,322,554)
article-paragraph: انہوں نے کھاد اور بجلی کی قیمتوں میں کمی کا مطالبہ بھی کیا اور کہا کہ زرعی مداخل کی قیمتوں میں اضافے سے پیداواری لاگت بڑھ گئی ہے۔ xyxy=(799,452,944,472)
section-header xyxy=(178,376,323,391)
section-title: بقیہ جات xyxy=(839,358,881,370)
article-paragraph: ان کا کہنا تھا کہ ملکی معیشت کو مستحکم بنانے کے لیے برآمدات میں اضافہ ناگزیر ہے اور اس ضمن میں چھوٹے اور درمیانے درجے کے صنعتکاروں کو آسان شرائط پر قرضے فراہم کیے جا رہے ہیں۔ 2025 کے اعداد و شمار کے مطابق رواں سال کی پہلی ششماہی میں برآمدات میں 18 فیصد اضافہ ریکارڈ کیا گیا ہے، جو گزشتہ دو برسوں کے مقابلے میں نمایاں بہتری ہے۔ انہوں نے کہا کہ حکومت کا ہدف ہے کہ 2027 تک یہ شرح 25 فیصد تک پہنچا دی جائے۔ xyxy=(22,280,167,327)
section-number: 6 xyxy=(143,592,167,607)
article-paragraph: رپورٹ کے مطابق 13,000 سے زائد درخواستیں موصول ہوئیں جن میں سے 7,000 کو ابتدائی مرحلے میں منظور کر لیا گیا۔ باقی درخواستوں کا جائزہ لیا جا رہا ہے اور جلد فیصلہ کر دیا جائے گا۔ xyxy=(1109,319,1254,339)
section-number: 2 xyxy=(143,263,167,278)
header-rule xyxy=(22,128,1253,129)
section-header xyxy=(178,581,323,596)
section-header xyxy=(22,514,167,529)
article-paragraph: واضح رہے کہ اس منصوبے پر مجموعی طور پر 106 ارب روپے لاگت آئے گی اور اس کی تکمیل سے لاکھوں افراد مستفید ہوں گے۔ منصوبے کا پہلا مرحلہ آئندہ سال مکمل ہونے کی توقع ہے جبکہ مجموعی طور پر یہ 30 ماہ میں مکمل کیا جائے گا۔ xyxy=(488,515,633,542)
section-title: بقیہ جات xyxy=(61,593,103,605)
section-number: 10 xyxy=(298,298,322,313)
section-header xyxy=(644,379,789,394)
section-header xyxy=(333,383,478,398)
section-number: 15 xyxy=(1076,522,1100,537)
section-header xyxy=(644,187,789,202)
article-paragraph: انہوں نے کہا کہ ملک کو درپیش چیلنجز سے نمٹنے کے لیے قومی یکجہتی ناگزیر ہے۔ تمام سیاسی جماعتوں کو اختلافات بالائے طاق رکھ کر ملکی مفاد میں مشترکہ حکمت عملی اپنانی ہوگی۔ xyxy=(1109,261,1254,281)
section-header xyxy=(800,478,945,493)
section-number: 5 xyxy=(920,357,944,372)
section-number: 4 xyxy=(920,286,944,301)
section-number: 1 xyxy=(1230,243,1254,258)
section-title: بقیہ جات xyxy=(1149,302,1191,314)
section-header xyxy=(22,139,167,154)
article-paragraph: انہوں نے کہا کہ مہنگائی پر قابو پانے کے لیے پرائس کنٹرول مجسٹریٹس کو متحرک کر دیا گیا ہے اور ناجائز منافع خوری میں ملوث عناصر کے خلاف بلا امتیاز کارروائی جاری ہے۔ گزشتہ ہفتے کے دوران سینکڑوں دکانداروں کو جرمانے کیے گئے جبکہ متعدد گرفتاریاں بھی عمل میں لائی گئیں۔ انہوں نے شہریوں سے کہا کہ وہ زائد قیمت وصول کرنے والوں کی شکایت فوری طور پر متعلقہ ہیلپ لائن پر درج کرائیں تاکہ بروقت کارروائی ممکن ہو سکے۔ xyxy=(22,715,167,761)
